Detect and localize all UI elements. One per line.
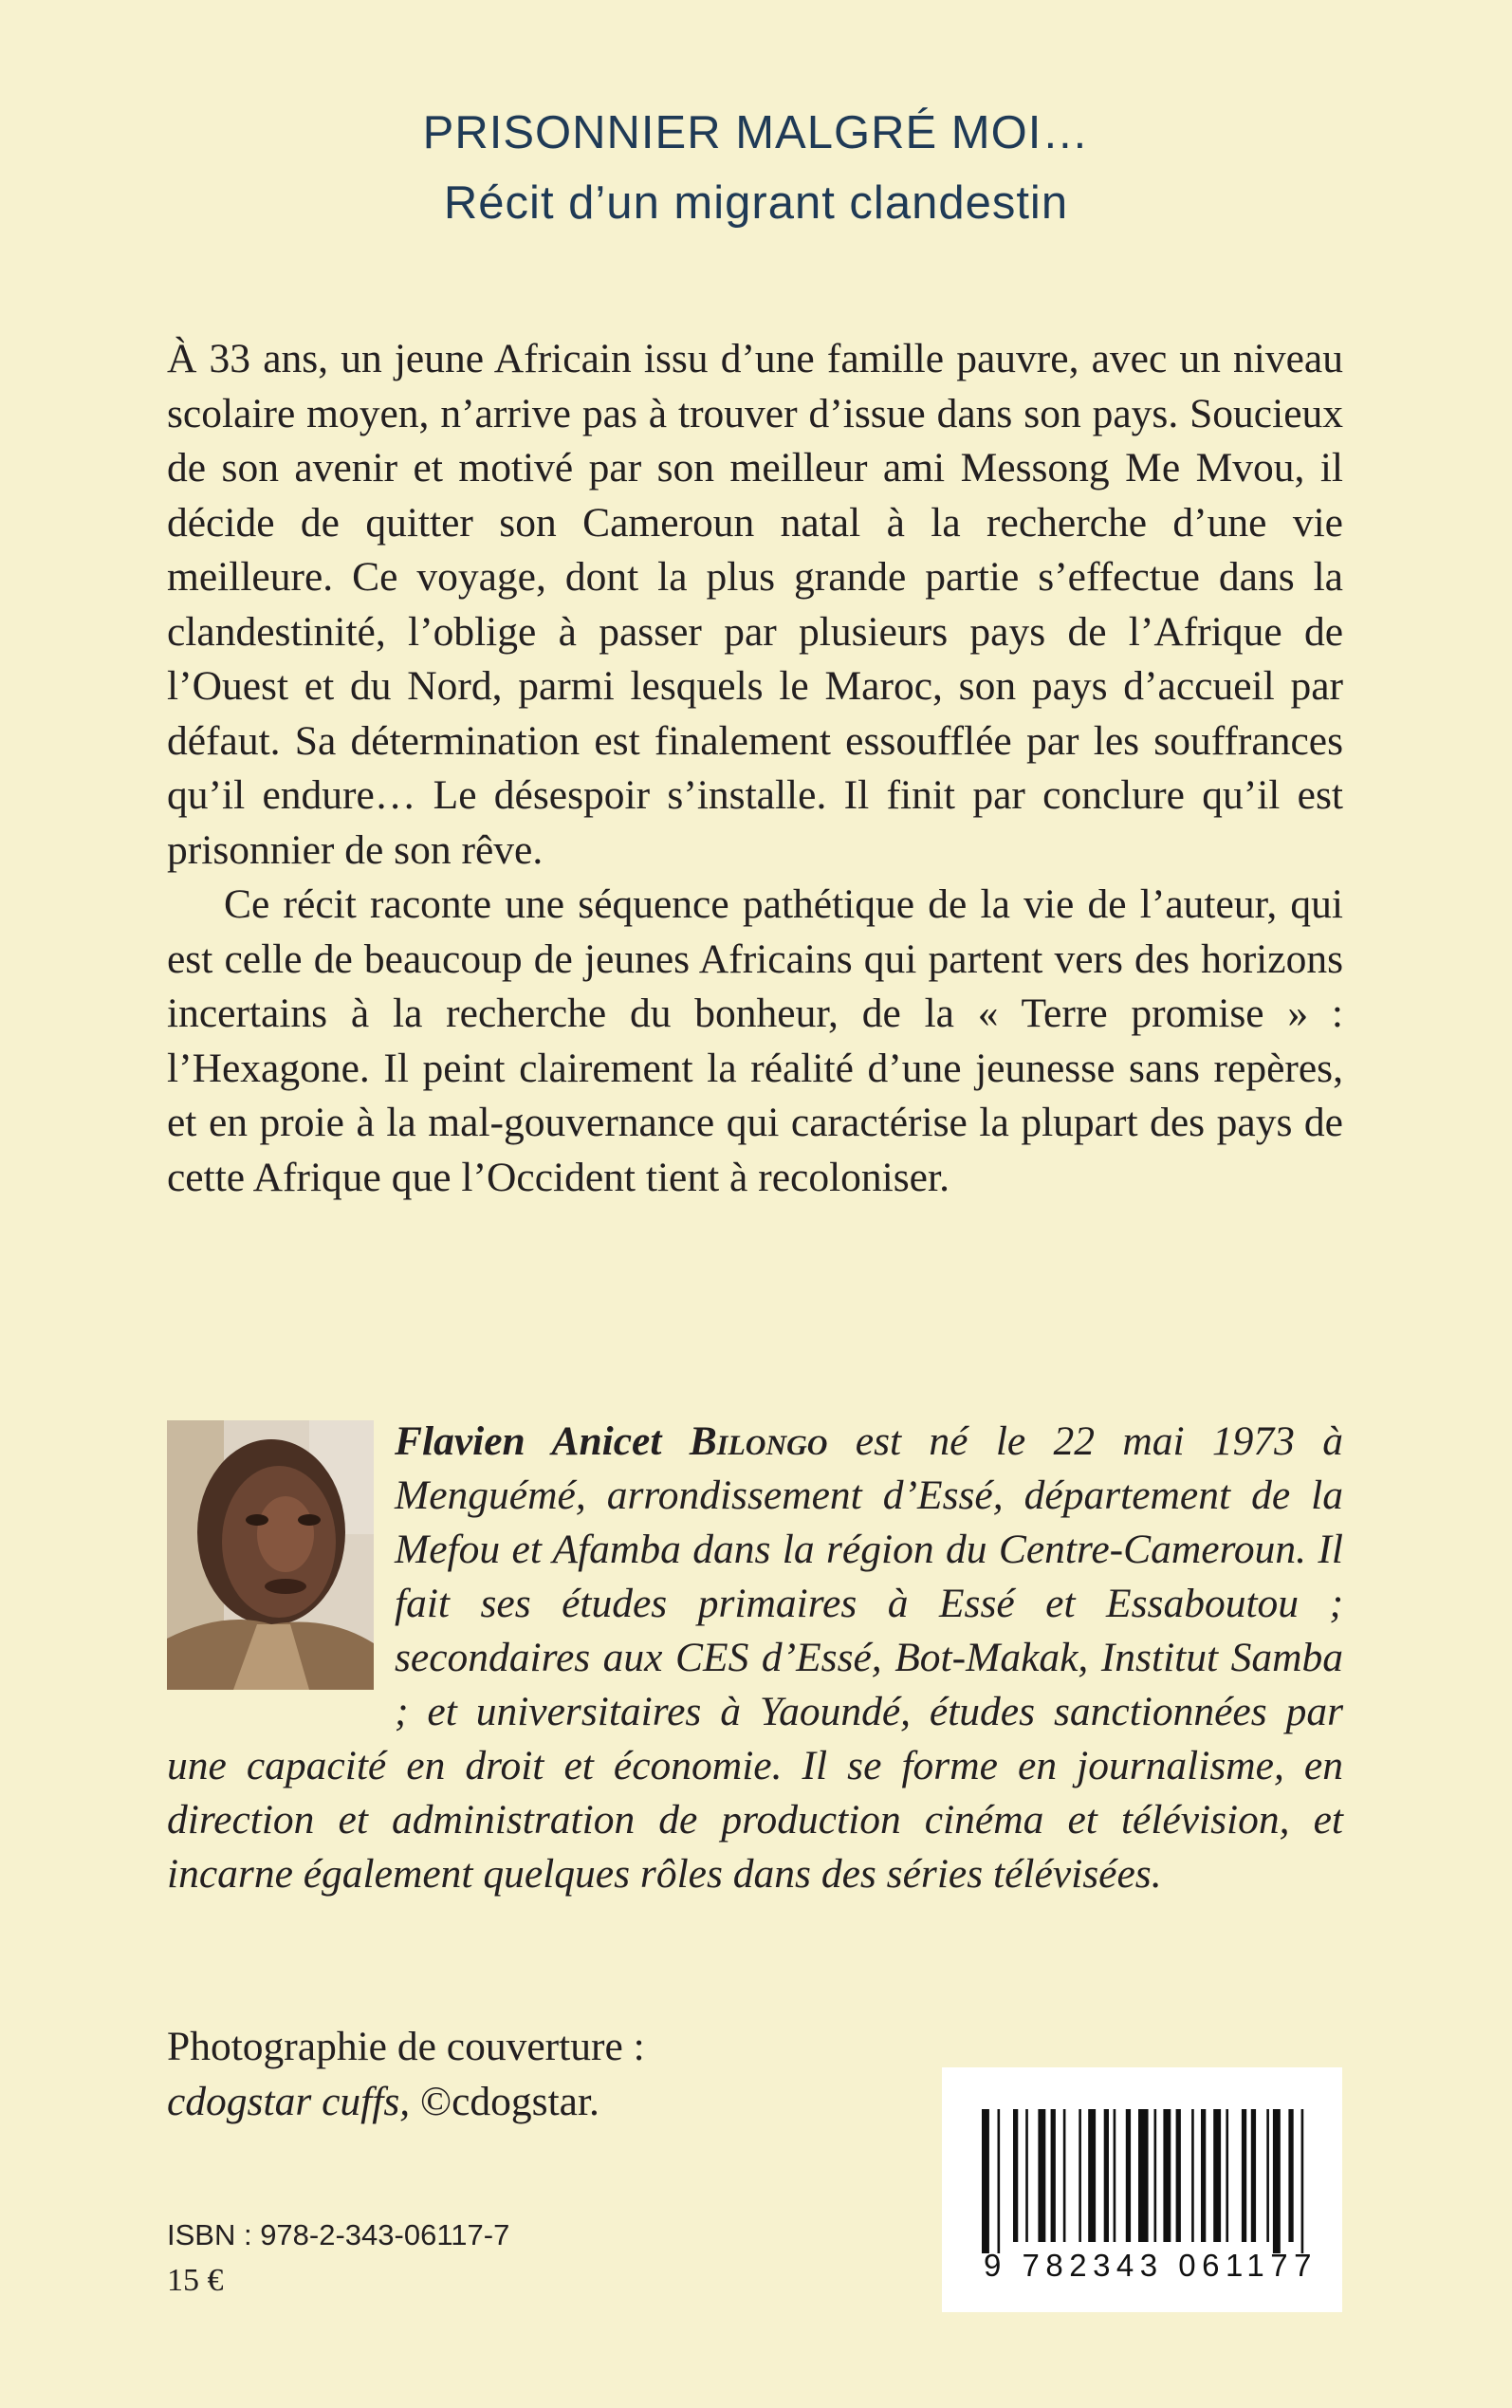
photo-credit-copyright: ©cdogstar. <box>410 2079 599 2124</box>
barcode-bar <box>1273 2109 1281 2253</box>
author-surname: Bilongo <box>689 1418 828 1464</box>
barcode-bar <box>1025 2109 1028 2242</box>
barcode-bar <box>1104 2109 1109 2242</box>
barcode-bar <box>1079 2109 1081 2242</box>
barcode-bar <box>1051 2109 1056 2242</box>
barcode-digits: 9 782343 061177 <box>984 2248 1318 2283</box>
photo-credit <box>167 2019 645 2129</box>
barcode-bar <box>1138 2109 1149 2242</box>
isbn: ISBN : 978-2-343-06117-7 <box>167 2218 510 2251</box>
barcode-bar <box>1013 2109 1018 2242</box>
book-subtitle: Récit d’un migrant clandestin <box>443 177 1069 229</box>
barcode-bar <box>1063 2109 1066 2242</box>
barcode-bar <box>1154 2109 1157 2242</box>
barcode-bar <box>998 2109 1001 2253</box>
barcode-bar <box>1266 2109 1269 2242</box>
author-first-names: Flavien Anicet <box>395 1418 662 1464</box>
summary-paragraph-1: À 33 ans, un jeune Africain issu d’une famille pauvre, avec un niveau scolaire moyen, n’arrive pas à trouver d’issue dans son pays. Soucieux de son avenir et motivé par son meilleur ami Messong Me Mvou, il décide de quitter son Cameroun natal à la recherche d’une vie meilleure. Ce voyage, dont la plus grande partie s’effectue dans la clandestinité, l’oblige à passer par plusieurs pays de l’Afrique de l’Ouest et du Nord, parmi lesquels le Maroc, son pays d’accueil par défaut. Sa détermination est finalement essoufflée par les souffrances qu’il endure… Le désespoir s’installe. Il finit par conclure qu’il est prisonnier de son rêve. <box>167 336 1343 873</box>
barcode-bar <box>1114 2109 1116 2242</box>
photo-credit-name: cdogstar cuffs, <box>167 2079 411 2124</box>
summary-paragraph-2: Ce récit raconte une séquence pathétique de la vie de l’auteur, qui est celle de beaucoup de jeunes Africains qui partent vers des horizons incertains à la recherche du bonheur, de la « Terre promise » : l’Hexagone. Il peint clairement la réalité d’une jeunesse sans repères, et en proie à la mal-gouvernance qui caractérise la plupart des pays de cette Afrique que l’Occident tient à recoloniser. <box>167 881 1343 1200</box>
price: 15 € <box>167 2263 224 2298</box>
barcode-bar <box>1201 2109 1206 2242</box>
barcode-bar <box>1213 2109 1221 2242</box>
barcode-bar <box>1242 2109 1246 2242</box>
barcode <box>942 2067 1342 2312</box>
barcode-bar <box>982 2109 989 2253</box>
barcode-bar <box>1088 2109 1096 2242</box>
barcode-bar <box>1191 2109 1194 2242</box>
barcode-bar <box>1226 2109 1228 2242</box>
book-title: PRISONNIER MALGRÉ MOI… <box>422 107 1090 158</box>
barcode-bar <box>1163 2109 1171 2242</box>
author-name <box>395 1418 827 1464</box>
barcode-bar <box>1301 2109 1304 2253</box>
photo-credit-label: Photographie de couverture : <box>167 2024 645 2069</box>
author-bio-text: est né le 22 mai 1973 à Menguémé, arrondissement d’Essé, département de la Mefou et Afamba dans la région du Centre-Cameroun. Il fait ses études primaires à Essé et Essaboutou ; secondaires aux CES d’Essé, Bot-Makak, Institut Samba ; et universitaires à Yaoundé, études sanctionnées par une capacité en droit et économie. Il se forme en journalisme, en direction et administration de production cinéma et télévision, et incarne également quelques rôles dans des séries télévisées. <box>167 1418 1344 1897</box>
photo-spacer <box>167 1415 395 1690</box>
author-biography <box>167 1415 1343 1901</box>
barcode-bar <box>1038 2109 1045 2242</box>
barcode-bar <box>1288 2109 1293 2242</box>
barcode-bar <box>1251 2109 1256 2242</box>
barcode-bar <box>1126 2109 1131 2242</box>
barcode-bar <box>1176 2109 1181 2242</box>
back-cover-summary <box>167 332 1343 1205</box>
